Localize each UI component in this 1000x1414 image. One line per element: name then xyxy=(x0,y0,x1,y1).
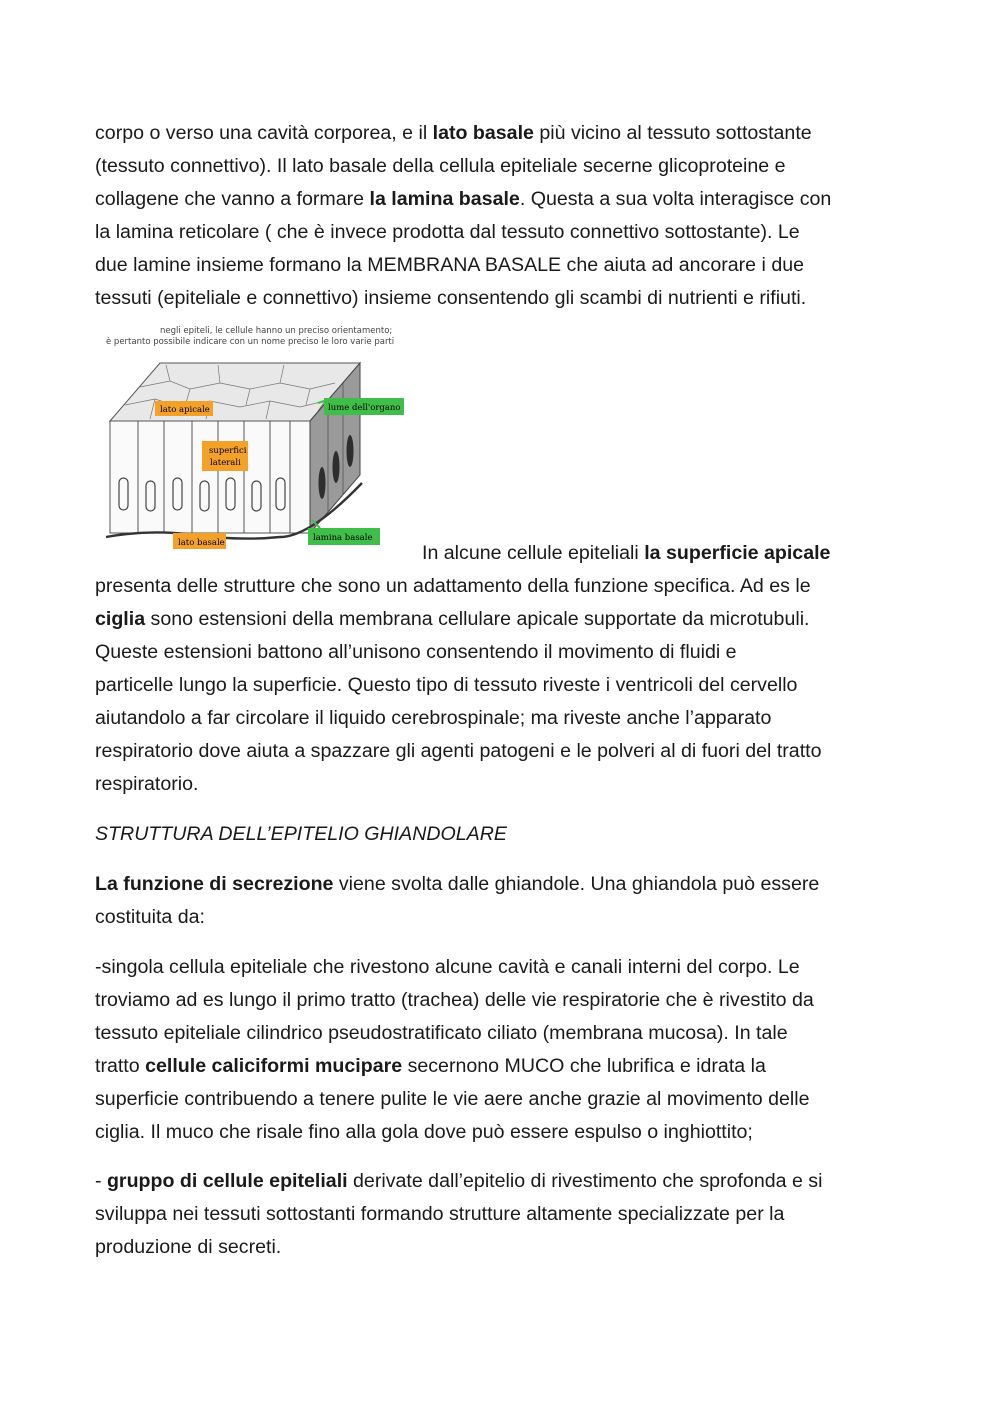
figure-caption-line-1: negli epiteli, le cellule hanno un preciso orientamento; xyxy=(160,326,393,336)
text-span: tratto xyxy=(95,1055,146,1077)
epithelium-diagram xyxy=(100,323,418,563)
label-superfici: superfici xyxy=(209,446,247,456)
paragraph-singola-cellula xyxy=(95,951,910,1149)
text-line xyxy=(95,1165,910,1198)
text-line xyxy=(95,603,910,636)
text-span: corpo o verso una cavità corporea, e il xyxy=(95,122,433,144)
text-line xyxy=(95,183,910,216)
bold-term-lamina-basale: la lamina basale xyxy=(369,188,520,210)
text-line: particelle lungo la superficie. Questo tipo di tessuto riveste i ventricoli del cervello xyxy=(95,674,798,696)
text-line: tessuto epiteliale cilindrico pseudostratificato ciliato (membrana mucosa). In tale xyxy=(95,1022,788,1044)
label-lamina-basale: lamina basale xyxy=(313,533,373,543)
text-line: due lamine insieme formano la MEMBRANA BASALE che aiuta ad ancorare i due xyxy=(95,254,805,276)
text-span: più vicino al tessuto sottostante xyxy=(533,122,812,144)
text-span: In alcune cellule epiteliali xyxy=(422,542,645,564)
figure-caption-line-2: è pertanto possibile indicare con un nome preciso le loro varie parti xyxy=(106,337,395,347)
text-line: superficie contribuendo a tenere pulite le vie aere anche grazie al movimento delle xyxy=(95,1088,810,1110)
text-line: -singola cellula epiteliale che rivestono alcune cavità e canali interni del corpo. Le xyxy=(95,956,800,978)
bold-term-cellule-caliciformi: cellule caliciformi mucipare xyxy=(145,1055,403,1077)
paragraph-lato-basale xyxy=(95,117,910,315)
text-line xyxy=(95,117,910,150)
text-line: respiratorio dove aiuta a spazzare gli agenti patogeni e le polveri al di fuori del tratto xyxy=(95,740,822,762)
text-span: viene svolta dalle ghiandole. Una ghiandola può essere xyxy=(333,873,820,895)
text-line: respiratorio. xyxy=(95,773,199,795)
text-span: sono estensioni della membrana cellulare apicale supportate da microtubuli. xyxy=(145,608,810,630)
text-span: derivate dall’epitelio di rivestimento che sprofonda e si xyxy=(347,1170,823,1192)
bold-term-ciglia: ciglia xyxy=(95,608,146,630)
text-line: Queste estensioni battono all’unisono consentendo il movimento di fluidi e xyxy=(95,641,737,663)
label-lume-organo: lume dell'organo xyxy=(328,403,401,413)
text-line: troviamo ad es lungo il primo tratto (trachea) delle vie respiratorie che è rivestito da xyxy=(95,989,814,1011)
text-line xyxy=(95,1050,910,1083)
text-line: tessuti (epiteliale e connettivo) insieme consentendo gli scambi di nutrienti e rifiuti. xyxy=(95,287,807,309)
text-line: la lamina reticolare ( che è invece prodotta dal tessuto connettivo sottostante). Le xyxy=(95,221,800,243)
label-lato-basale: lato basale xyxy=(178,538,225,548)
text-span: . Questa a sua volta interagisce con xyxy=(519,188,832,210)
front-face xyxy=(110,421,310,533)
label-lato-apicale: lato apicale xyxy=(160,405,210,415)
text-line: (tessuto connettivo). Il lato basale della cellula epiteliale secerne glicoproteine e xyxy=(95,155,786,177)
text-line: sviluppa nei tessuti sottostanti formando strutture altamente specializzate per la xyxy=(95,1203,785,1225)
bold-term-superficie-apicale: la superficie apicale xyxy=(644,542,831,564)
bold-term-funzione-secrezione: La funzione di secrezione xyxy=(95,873,334,895)
paragraph-funzione-secrezione xyxy=(95,868,910,934)
label-laterali: laterali xyxy=(210,458,241,468)
text-line-after-figure xyxy=(422,537,830,570)
text-line: aiutandolo a far circolare il liquido cerebrospinale; ma riveste anche l’apparato xyxy=(95,707,772,729)
paragraph-ciglia xyxy=(95,570,910,801)
text-span: - xyxy=(95,1170,107,1192)
text-line xyxy=(95,868,910,901)
bold-term-gruppo-cellule: gruppo di cellule epiteliali xyxy=(106,1170,348,1192)
text-line: costituita da: xyxy=(95,906,206,928)
heading-epitelio-ghiandolare: STRUTTURA DELL’EPITELIO GHIANDOLARE xyxy=(95,823,507,845)
text-line: presenta delle strutture che sono un adattamento della funzione specifica. Ad es le xyxy=(95,575,811,597)
epithelium-figure xyxy=(100,323,418,563)
text-span: collagene che vanno a formare xyxy=(95,188,370,210)
text-span: secernono MUCO che lubrifica e idrata la xyxy=(402,1055,766,1077)
section-heading xyxy=(95,818,910,851)
text-line: produzione di secreti. xyxy=(95,1236,282,1258)
bold-term-lato-basale: lato basale xyxy=(432,122,534,144)
text-line: ciglia. Il muco che risale fino alla gola dove può essere espulso o inghiottito; xyxy=(95,1121,753,1143)
paragraph-gruppo-cellule xyxy=(95,1165,910,1264)
